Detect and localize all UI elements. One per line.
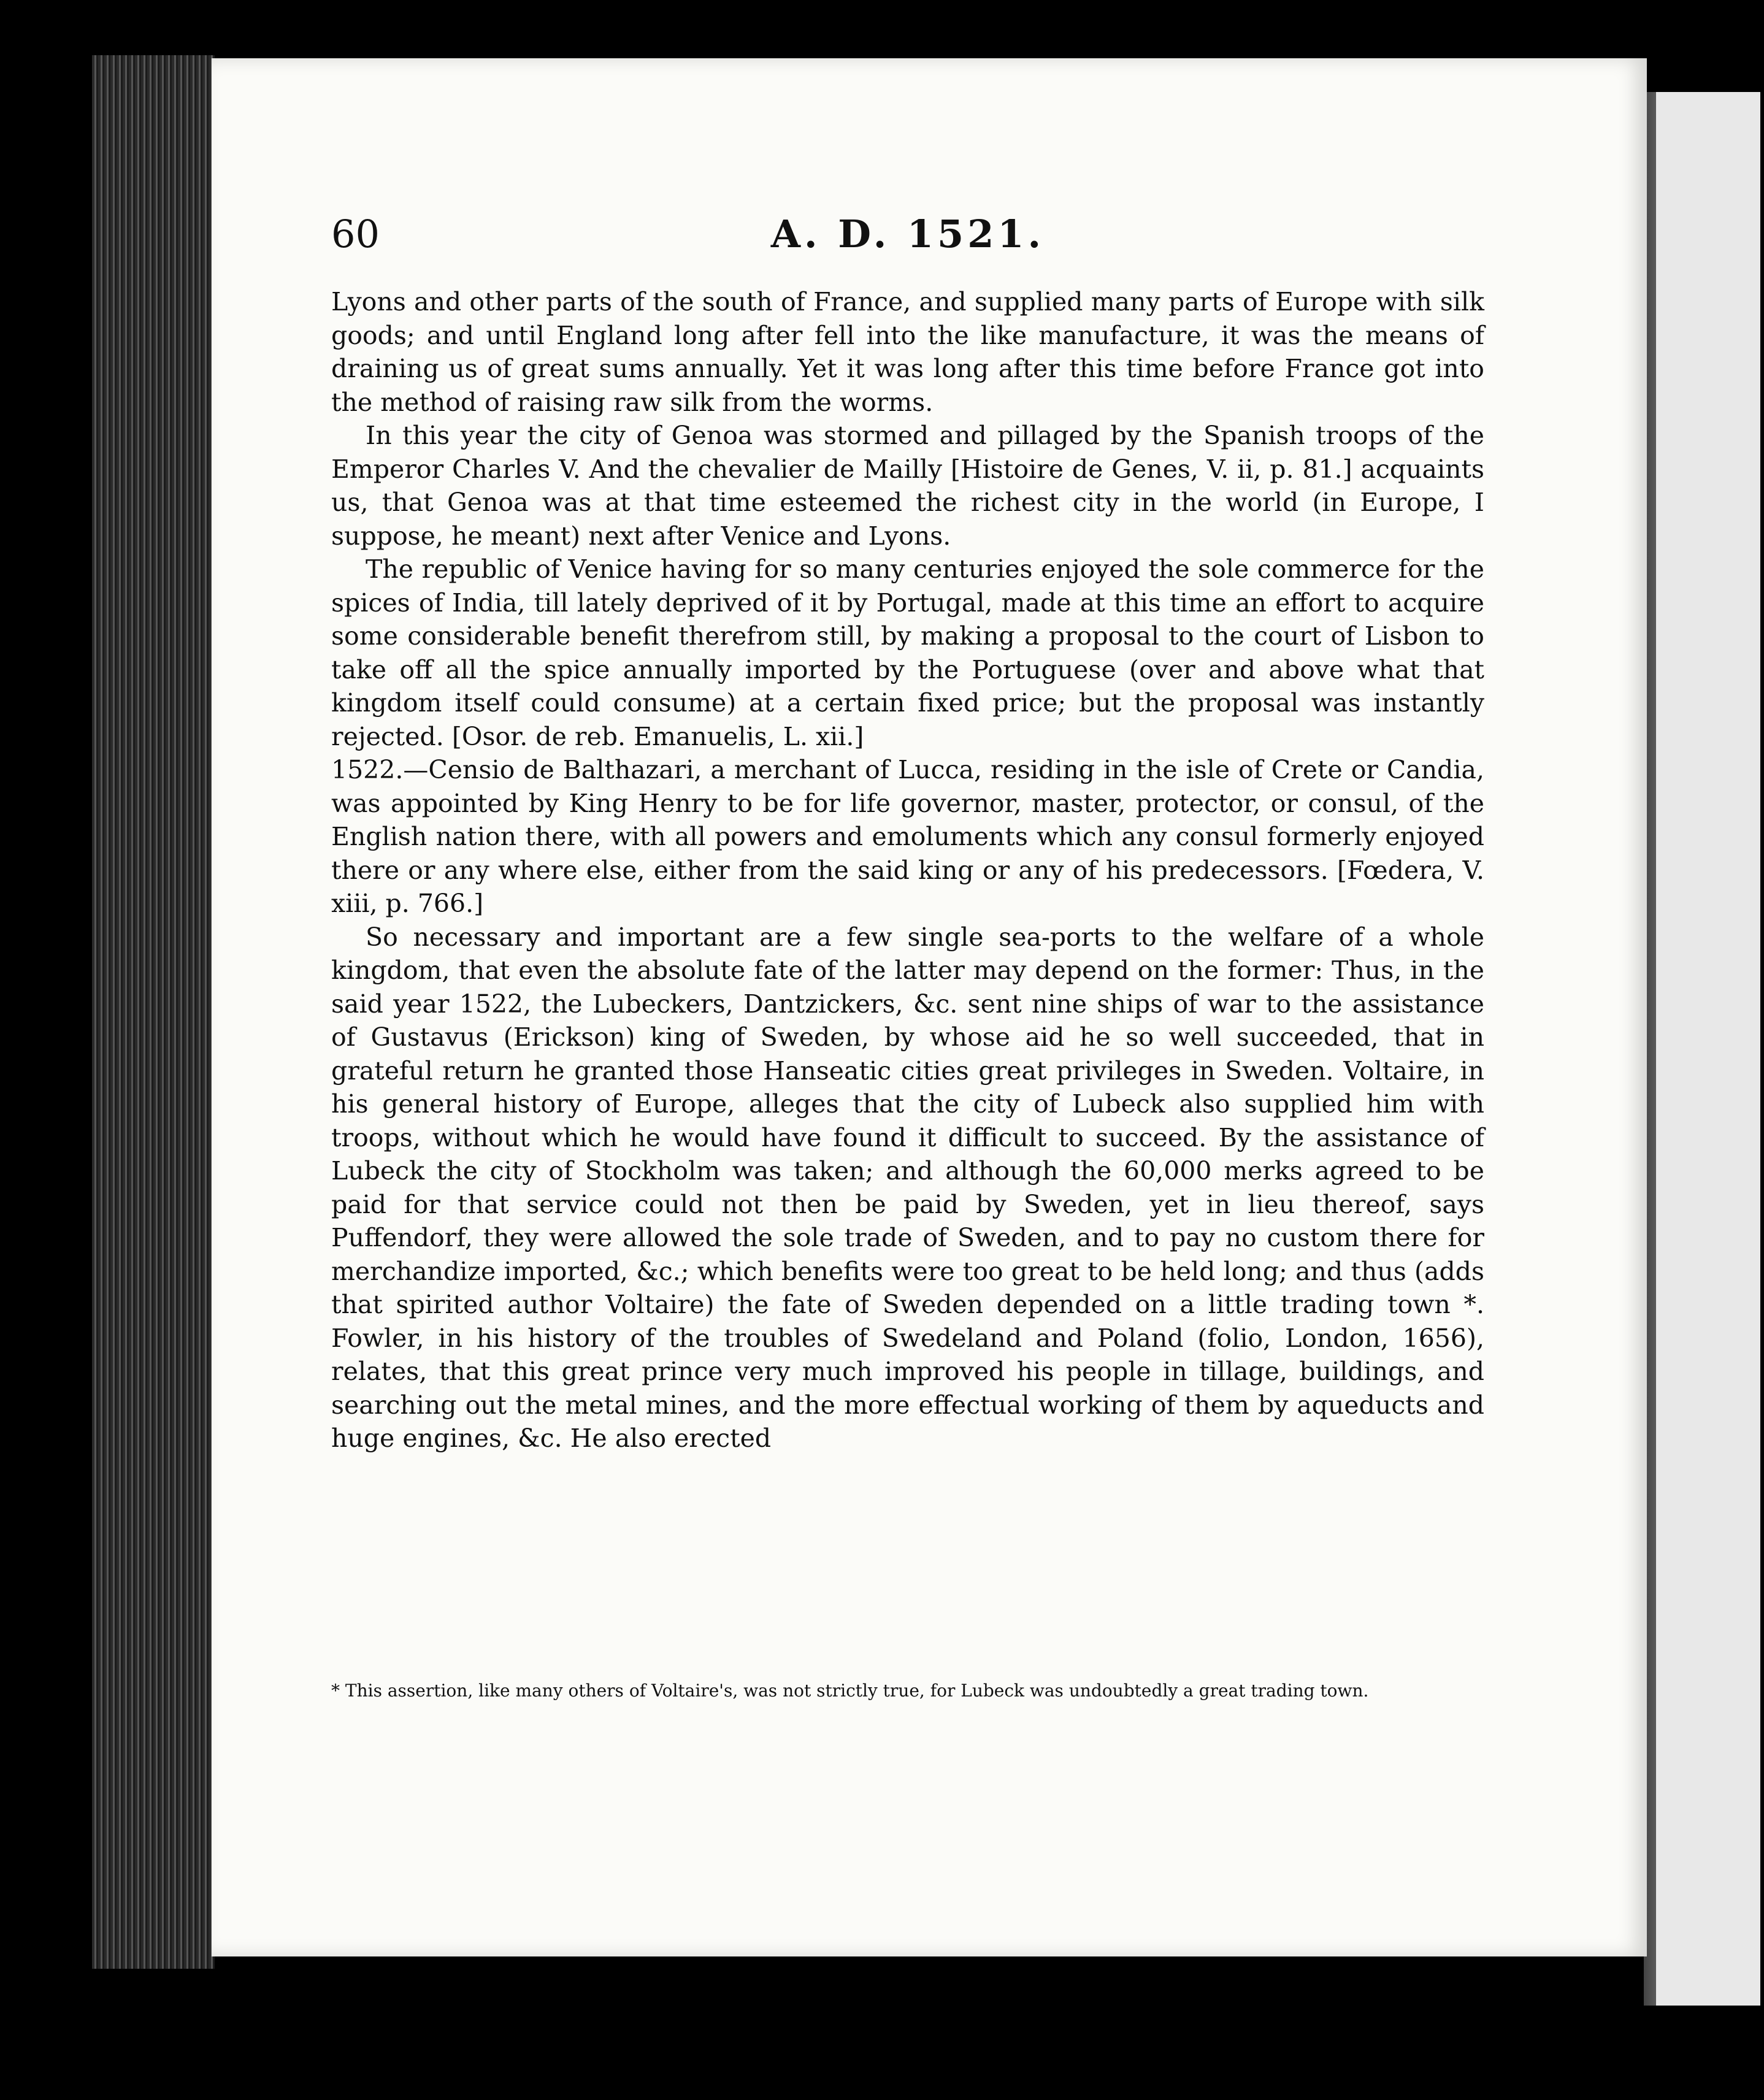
book-spine-edge	[92, 55, 215, 1969]
body-text	[331, 285, 1484, 1455]
paragraph-5: So necessary and important are a few single sea-ports to the welfare of a whole kingdom, that even the absolute fate of the latter may depend on the former: Thus, in the said year 1522, the Lubeckers, Dantzickers, &c. sent nine ships of war to the assistance of Gustavus (Erickson) king of Sweden, by whose aid he so well succeeded, that in grateful return he granted those Hanseatic cities great privileges in Sweden. Voltaire, in his general history of Europe, alleges that the city of Lubeck also supplied him with troops, without which he would have found it difficult to succeed. By the assistance of Lubeck the city of Stockholm was taken; and although the 60,000 merks agreed to be paid for that service could not then be paid by Sweden, yet in lieu thereof, says Puffendorf, they were allowed the sole trade of Sweden, and to pay no custom there for merchandize imported, &c.; which benefits were too great to be held long; and thus (adds that spirited author Voltaire) the fate of Sweden depended on a little trading town *. Fowler, in his history of the troubles of Swedeland and Poland (folio, London, 1656), relates, that this great prince very much improved his people in tillage, buildings, and searching out the metal mines, and the more effectual working of them by aqueducts and huge engines, &c. He also erected	[331, 922, 1484, 1453]
footnote: * This assertion, like many others of Voltaire's, was not strictly true, for Lubeck was undoubtedly a great trading town.	[331, 1680, 1369, 1701]
paragraph-3: The republic of Venice having for so many centuries enjoyed the sole commerce for the spices of India, till lately deprived of it by Portugal, made at this time an effort to acquire some considerable benefit therefrom still, by making a proposal to the court of Lisbon to take off all the spice annually imported by the Portuguese (over and above what that kingdom itself could consume) at a certain fixed price; but the proposal was instantly rejected. [Osor. de reb. Emanuelis, L. xii.]	[331, 554, 1484, 751]
paragraph-1: Lyons and other parts of the south of France, and supplied many parts of Europe with silk goods; and until England long after fell into the like manufacture, it was the means of draining us of great sums annually. Yet it was long after this time before France got into the method of raising raw silk from the worms.	[331, 287, 1484, 417]
page-header	[331, 212, 1484, 279]
paragraph-2: In this year the city of Genoa was stormed and pillaged by the Spanish troops of the Emperor Charles V. And the chevalier de Mailly [Histoire de Genes, V. ii, p. 81.] acquaints us, that Genoa was at that time esteemed the richest city in the world (in Europe, I suppose, he meant) next after Venice and Lyons.	[331, 421, 1484, 551]
adjacent-page-edge	[1656, 92, 1760, 2006]
running-head: A. D. 1521.	[770, 212, 1045, 256]
paragraph-4: 1522.—Censio de Balthazari, a merchant of Lucca, residing in the isle of Crete or Candia, was appointed by King Henry to be for life governor, master, protector, or consul, of the English nation there, with all powers and emoluments which any consul formerly enjoyed there or any where else, either from the said king or any of his predecessors. [Fœdera, V. xiii, p. 766.]	[331, 755, 1484, 918]
page-number: 60	[331, 212, 380, 256]
